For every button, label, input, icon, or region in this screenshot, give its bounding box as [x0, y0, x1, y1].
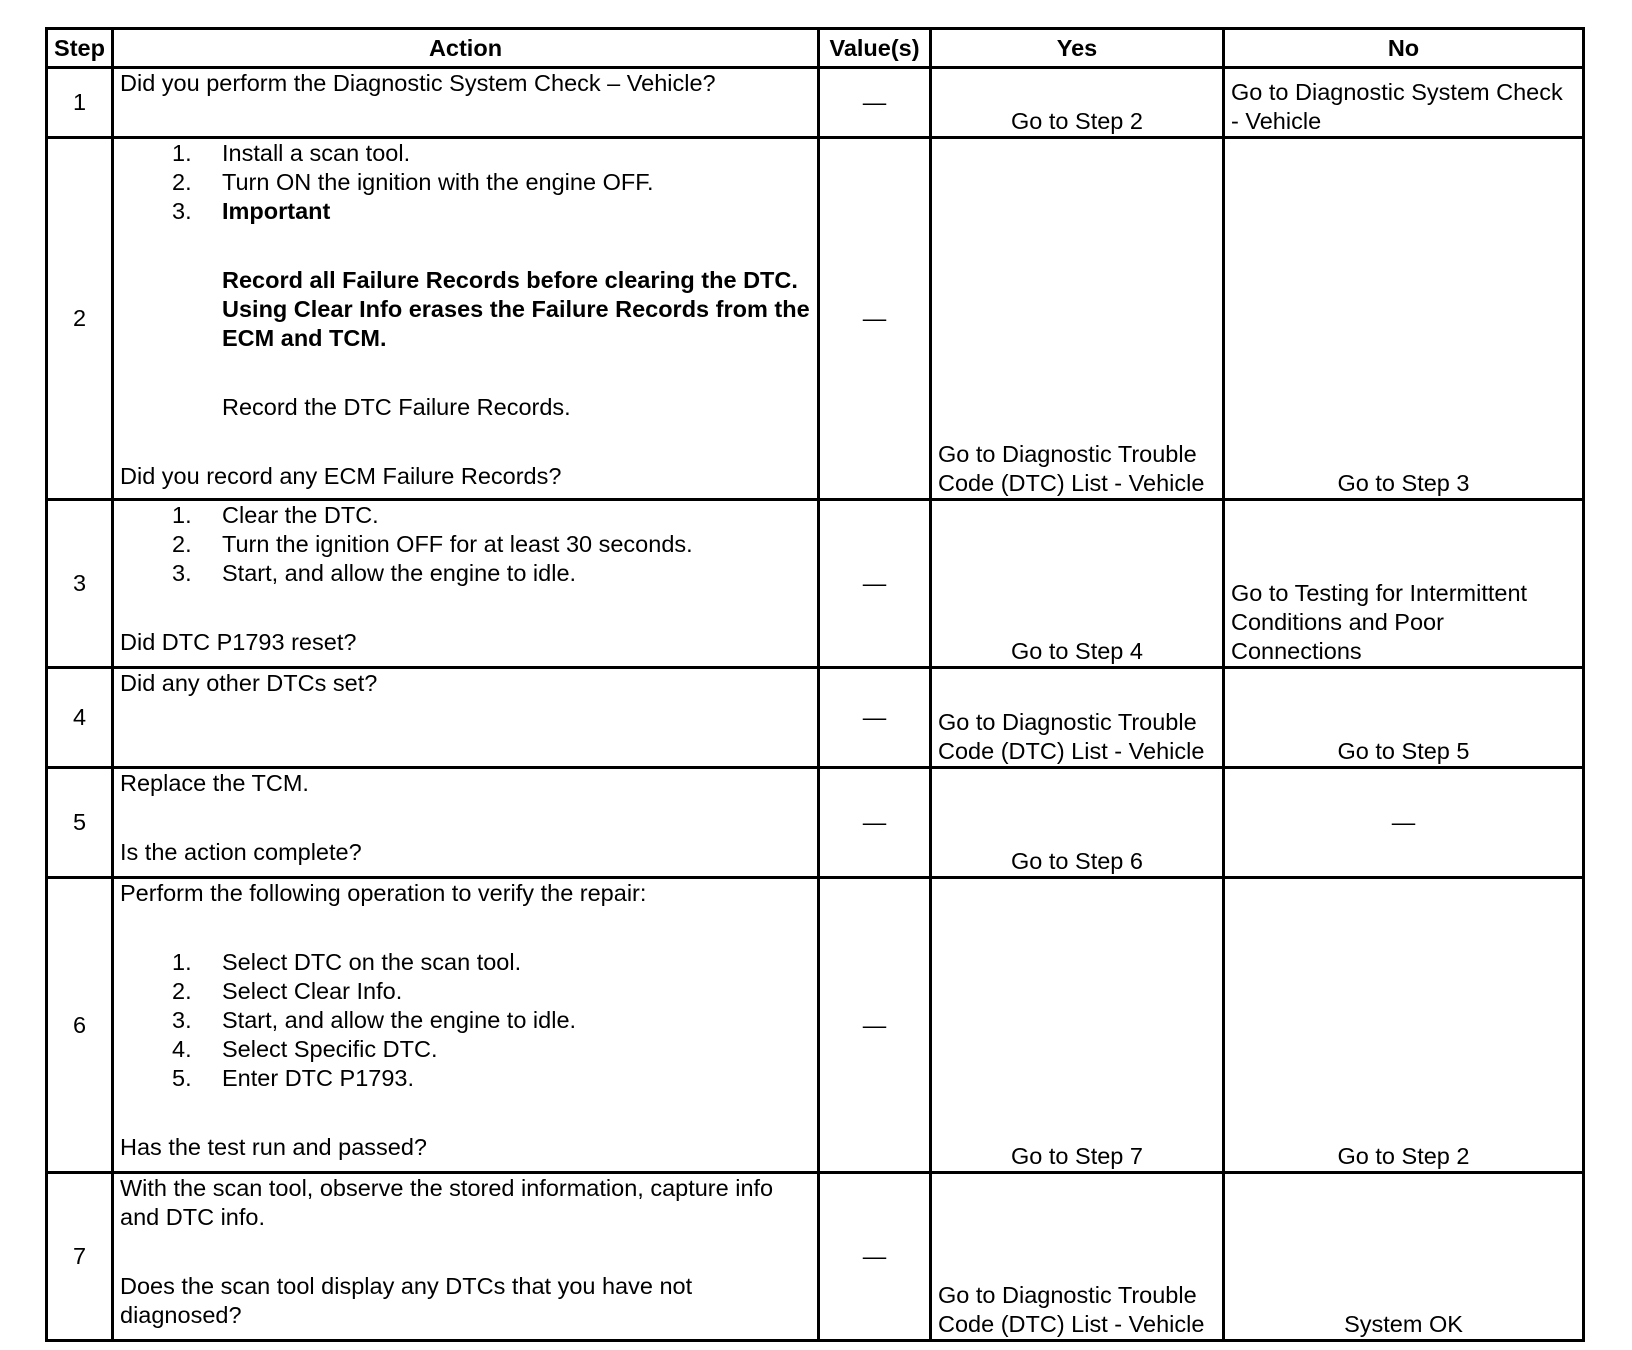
header-step: Step: [47, 29, 113, 68]
list-item: 3. Start, and allow the engine to idle.: [172, 1007, 577, 1033]
question-text: Has the test run and passed?: [120, 1134, 428, 1160]
note-text: Record the DTC Failure Records.: [222, 394, 571, 420]
value-cell: —: [819, 68, 931, 138]
list-item: 3. Important: [172, 198, 331, 224]
important-note: Record all Failure Records before clearing the DTC. Using Clear Info erases the Failure Records from the ECM and TCM.: [222, 267, 810, 351]
action-cell: [113, 500, 819, 668]
yes-cell: Go to Diagnostic Trouble Code (DTC) List - Vehicle: [931, 668, 1224, 768]
header-row: [47, 29, 1584, 68]
question-text: Did any other DTCs set?: [120, 670, 378, 696]
yes-cell: Go to Diagnostic Trouble Code (DTC) List - Vehicle: [931, 1173, 1224, 1341]
step-number: 2: [47, 138, 113, 500]
list-item: 2. Turn the ignition OFF for at least 30 seconds.: [172, 531, 693, 557]
header-yes: Yes: [931, 29, 1224, 68]
instruction-list: [172, 139, 811, 226]
yes-cell: Go to Step 2: [931, 68, 1224, 138]
table-row: [47, 768, 1584, 878]
header-no: No: [1224, 29, 1584, 68]
diagnostic-table: [45, 27, 1585, 1342]
instruction-list: [172, 501, 811, 588]
step-number: 4: [47, 668, 113, 768]
table-row: [47, 68, 1584, 138]
header-action: Action: [113, 29, 819, 68]
action-cell: [113, 668, 819, 768]
step-number: 3: [47, 500, 113, 668]
value-cell: —: [819, 138, 931, 500]
list-item: 2. Select Clear Info.: [172, 978, 403, 1004]
step-number: 1: [47, 68, 113, 138]
no-cell: System OK: [1224, 1173, 1584, 1341]
list-item: 3. Start, and allow the engine to idle.: [172, 560, 577, 586]
step-number: 7: [47, 1173, 113, 1341]
no-cell: Go to Diagnostic System Check - Vehicle: [1224, 68, 1584, 138]
question-text: Did you perform the Diagnostic System Check – Vehicle?: [120, 70, 716, 96]
action-text: With the scan tool, observe the stored information, capture info and DTC info.: [120, 1175, 774, 1230]
yes-cell: Go to Step 6: [931, 768, 1224, 878]
table-row: [47, 500, 1584, 668]
header-values: Value(s): [819, 29, 931, 68]
table-row: [47, 138, 1584, 500]
question-text: Does the scan tool display any DTCs that you have not diagnosed?: [120, 1273, 693, 1328]
step-number: 5: [47, 768, 113, 878]
action-cell: [113, 878, 819, 1173]
list-item: 1. Select DTC on the scan tool.: [172, 949, 522, 975]
action-cell: [113, 768, 819, 878]
yes-cell: Go to Diagnostic Trouble Code (DTC) List - Vehicle: [931, 138, 1224, 500]
no-cell: —: [1224, 768, 1584, 878]
yes-cell: Go to Step 4: [931, 500, 1224, 668]
no-cell: Go to Step 3: [1224, 138, 1584, 500]
value-cell: —: [819, 768, 931, 878]
question-text: Is the action complete?: [120, 839, 362, 865]
list-item: 1. Clear the DTC.: [172, 502, 379, 528]
action-text: Replace the TCM.: [120, 770, 309, 796]
no-cell: Go to Step 5: [1224, 668, 1584, 768]
value-cell: —: [819, 668, 931, 768]
list-item: 1. Install a scan tool.: [172, 140, 411, 166]
yes-cell: Go to Step 7: [931, 878, 1224, 1173]
table-row: [47, 668, 1584, 768]
action-cell: [113, 1173, 819, 1341]
question-text: Did you record any ECM Failure Records?: [120, 463, 562, 489]
step-number: 6: [47, 878, 113, 1173]
table-row: [47, 878, 1584, 1173]
value-cell: —: [819, 1173, 931, 1341]
action-cell: [113, 68, 819, 138]
list-item: 5. Enter DTC P1793.: [172, 1065, 415, 1091]
list-item: 4. Select Specific DTC.: [172, 1036, 438, 1062]
value-cell: —: [819, 500, 931, 668]
action-cell: [113, 138, 819, 500]
instruction-list: [172, 948, 811, 1093]
value-cell: —: [819, 878, 931, 1173]
list-item: 2. Turn ON the ignition with the engine OFF.: [172, 169, 654, 195]
action-text: Perform the following operation to verify the repair:: [120, 880, 647, 906]
question-text: Did DTC P1793 reset?: [120, 629, 357, 655]
no-cell: Go to Step 2: [1224, 878, 1584, 1173]
no-cell: Go to Testing for Intermittent Conditions and Poor Connections: [1224, 500, 1584, 668]
table-row: [47, 1173, 1584, 1341]
